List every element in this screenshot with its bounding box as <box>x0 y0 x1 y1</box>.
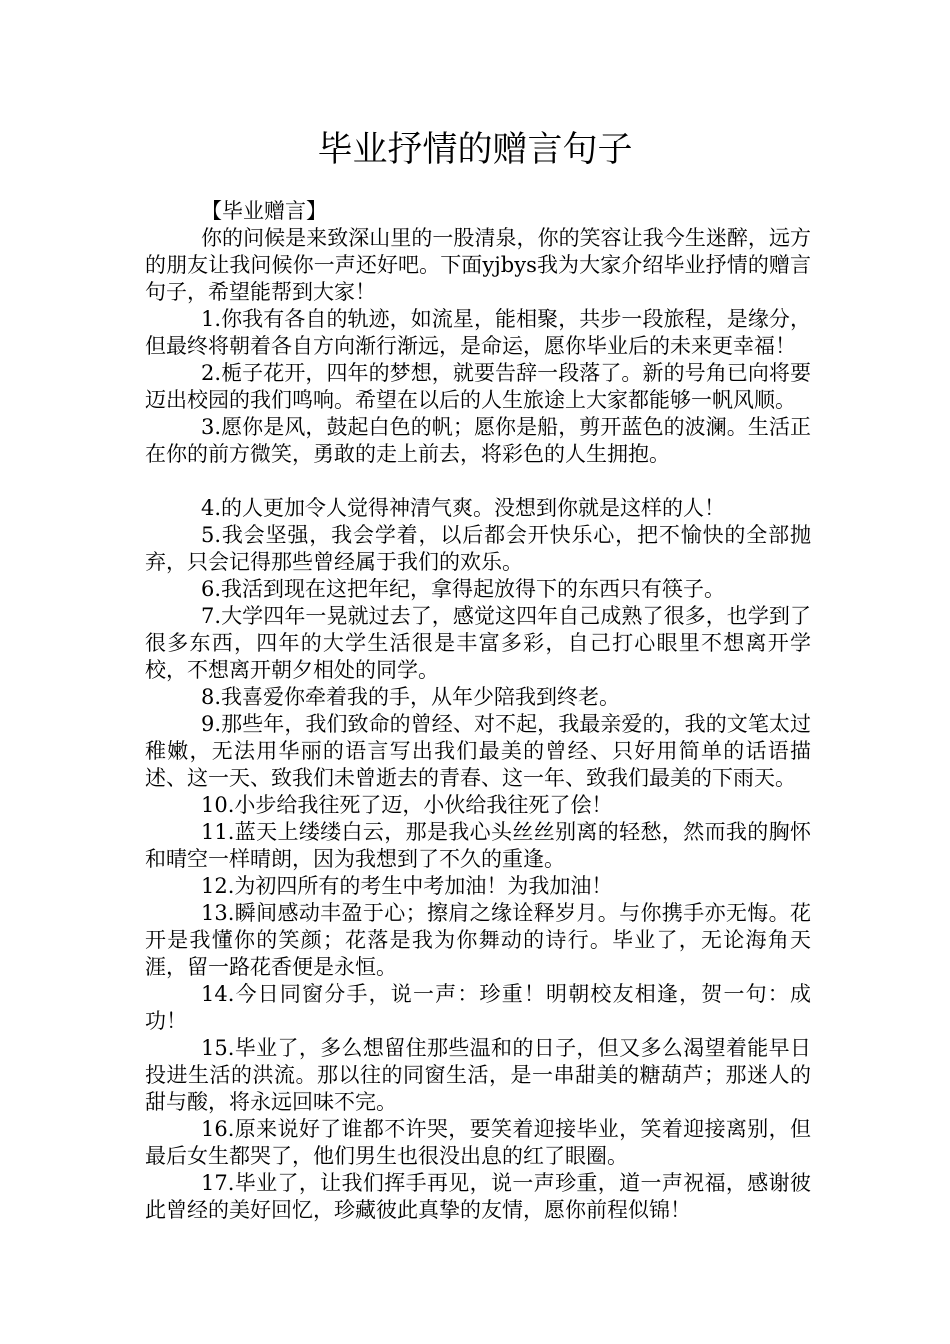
list-item: 11.蓝天上缕缕白云，那是我心头丝丝别离的轻愁，然而我的胸怀和晴空一样晴朗，因为我想到了不久的重逢。 <box>145 820 811 871</box>
list-item: 6.我活到现在这把年纪，拿得起放得下的东西只有筷子。 <box>201 577 726 601</box>
list-item: 14.今日同窗分手，说一声：珍重！明朝校友相逢，贺一句：成功！ <box>145 982 811 1033</box>
list-item: 16.原来说好了谁都不许哭，要笑着迎接毕业，笑着迎接离别，但最后女生都哭了，他们男生也很没出息的红了眼圈。 <box>145 1117 811 1168</box>
list-item: 5.我会坚强，我会学着，以后都会开快乐心，把不愉快的全部抛弃，只会记得那些曾经属于我们的欢乐。 <box>145 523 811 574</box>
intro-paragraph: 你的问候是来致深山里的一股清泉，你的笑容让我今生迷醉，远方的朋友让我问候你一声还好吧。下面yjbys我为大家介绍毕业抒情的赠言句子，希望能帮到大家！ <box>145 226 811 304</box>
section-heading: 【毕业赠言】 <box>201 199 327 223</box>
list-item: 12.为初四所有的考生中考加油！为我加油！ <box>201 874 613 898</box>
list-item: 13.瞬间感动丰盈于心；擦肩之缘诠释岁月。与你携手亦无悔。花开是我懂你的笑颜；花落是我为你舞动的诗行。毕业了，无论海角天涯，留一路花香便是永恒。 <box>145 901 811 979</box>
list-item: 1.你我有各自的轨迹，如流星，能相聚，共步一段旅程，是缘分，但最终将朝着各自方向渐行渐远，是命运，愿你毕业后的未来更幸福！ <box>145 307 811 358</box>
document-body <box>145 198 811 1224</box>
list-item: 8.我喜爱你牵着我的手，从年少陪我到终老。 <box>201 685 621 709</box>
list-item: 10.小步给我往死了迈，小伙给我往死了侩！ <box>201 793 613 817</box>
list-item: 2.栀子花开，四年的梦想，就要告辞一段落了。新的号角已向将要迈出校园的我们鸣响。希望在以后的人生旅途上大家都能够一帆风顺。 <box>145 361 811 412</box>
list-item: 15.毕业了，多么想留住那些温和的日子，但又多么渴望着能早日投进生活的洪流。那以往的同窗生活，是一串甜美的糖葫芦；那迷人的甜与酸，将永远回味不完。 <box>145 1036 811 1114</box>
list-item: 9.那些年，我们致命的曾经、对不起，我最亲爱的，我的文笔太过稚嫩，无法用华丽的语言写出我们最美的曾经、只好用简单的话语描述、这一天、致我们未曾逝去的青春、这一年、致我们最美的下雨天。 <box>145 712 811 790</box>
list-item: 17.毕业了，让我们挥手再见，说一声珍重，道一声祝福，感谢彼此曾经的美好回忆，珍藏彼此真挚的友情，愿你前程似锦！ <box>145 1171 811 1222</box>
document-title: 毕业抒情的赠言句子 <box>317 130 633 170</box>
list-item: 4.的人更加令人觉得神清气爽。没想到你就是这样的人！ <box>201 496 726 520</box>
list-item: 7.大学四年一晃就过去了，感觉这四年自己成熟了很多，也学到了很多东西，四年的大学生活很是丰富多彩，自己打心眼里不想离开学校，不想离开朝夕相处的同学。 <box>145 604 811 682</box>
list-item: 3.愿你是风，鼓起白色的帆；愿你是船，剪开蓝色的波澜。生活正在你的前方微笑，勇敢的走上前去，将彩色的人生拥抱。 <box>145 415 811 466</box>
